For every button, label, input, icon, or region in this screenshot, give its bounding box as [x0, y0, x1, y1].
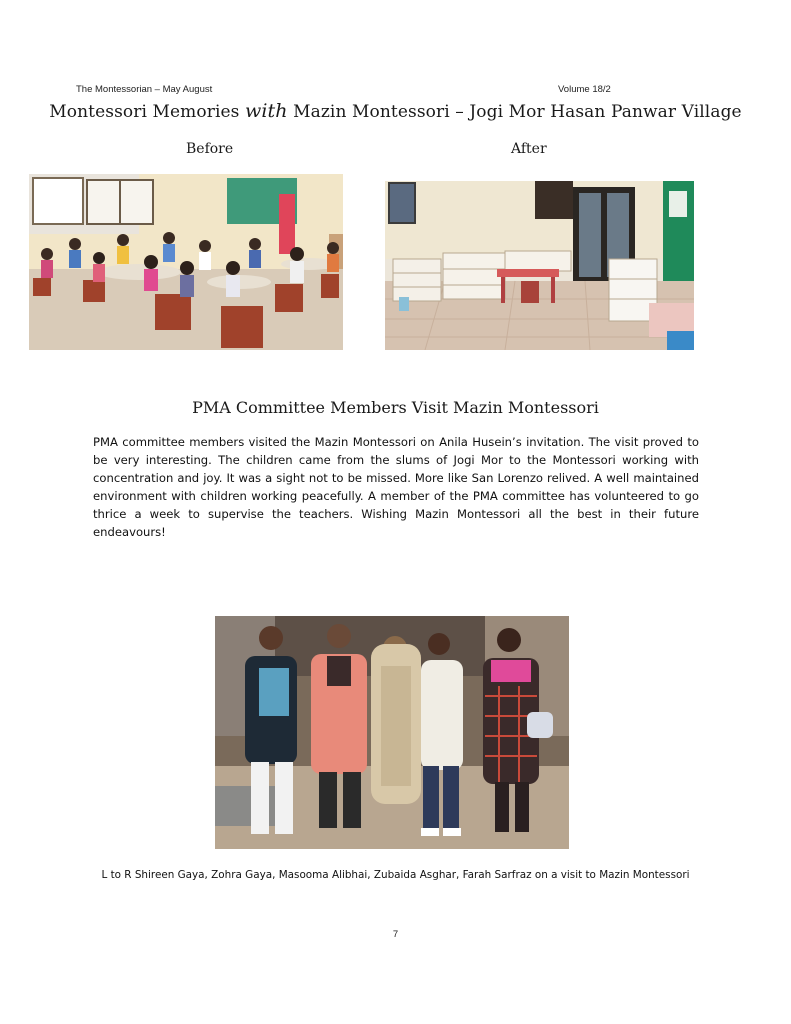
committee-group-photo — [215, 616, 569, 849]
page-number: 7 — [392, 929, 399, 940]
after-photo-illustration — [385, 181, 694, 350]
page-title — [0, 100, 791, 122]
group-photo-illustration — [215, 616, 569, 849]
photo-caption: L to R Shireen Gaya, Zohra Gaya, Masooma Alibhai, Zubaida Asghar, Farah Sarfraz on a visit to Mazin Montessori — [101, 869, 690, 881]
visit-paragraph: PMA committee members visited the Mazin Montessori on Anila Husein’s invitation. The visit proved to be very interesting. The children came from the slums of Jogi Mor to the Montessori working with concentration and joy. It was a sight not to be missed. More like San Lorenzo relived. A well maintained environment with children working peacefully. A member of the PMA committee has volunteered to go thrice a week to supervise the teachers. Wishing Mazin Montessori all the best in their future endeavours! — [93, 435, 699, 539]
section-title: PMA Committee Members Visit Mazin Montessori — [192, 398, 599, 417]
after-classroom-photo — [385, 181, 694, 350]
after-label: After — [511, 141, 547, 157]
person-3 — [371, 636, 421, 804]
before-label: Before — [186, 141, 234, 157]
title-with-word: with — [245, 100, 288, 122]
title-part-2: Mazin Montessori – Jogi Mor Hasan Panwar Village — [287, 102, 742, 122]
before-photo-illustration — [29, 174, 343, 350]
before-classroom-photo — [29, 174, 343, 350]
running-header-volume: Volume 18/2 — [558, 84, 611, 95]
title-part-1: Montessori Memories — [49, 102, 245, 122]
running-header-left: The Montessorian – May August — [76, 84, 213, 95]
